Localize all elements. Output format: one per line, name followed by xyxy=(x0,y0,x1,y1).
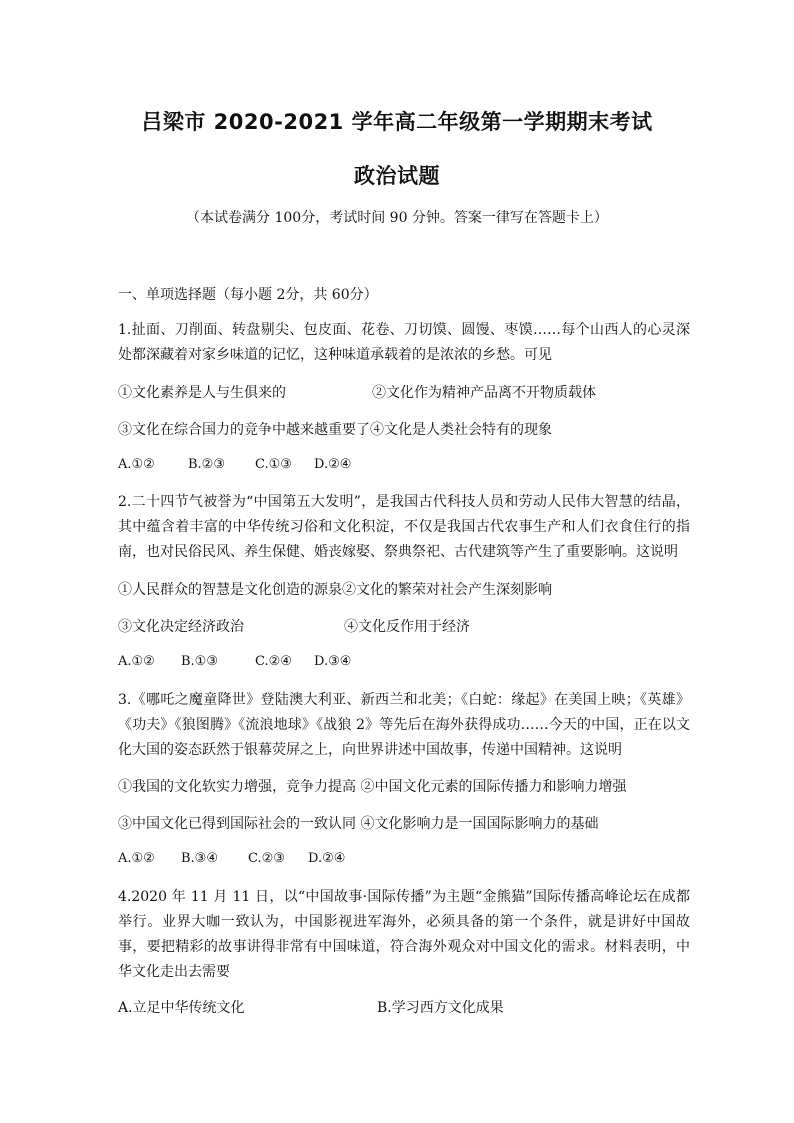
question-3-statement-1: ①我国的文化软实力增强，竞争力提高 ②中国文化元素的国际传播力和影响力增强 xyxy=(118,779,627,795)
exam-subtitle: 政治试题 xyxy=(354,164,440,188)
question-3-option-c: C.②③ xyxy=(248,851,285,866)
question-2-option-a: A.①② xyxy=(118,654,155,669)
question-2-statement-2: ③文化决定经济政治 xyxy=(118,619,244,635)
question-4-option-a: A.立足中华传统文化 xyxy=(118,1000,245,1016)
question-2-option-c: C.②④ xyxy=(255,654,292,669)
question-1-stem: 1.扯面、刀削面、转盘剔尖、包皮面、花卷、刀切馍、圆馒、枣馍……每个山西人的心灵深处都深藏着对家乡味道的记忆，这种味道承载着的是浓浓的乡愁。可见 xyxy=(118,322,690,363)
question-1-statement-1: ①文化素养是人与生俱来的 xyxy=(118,385,286,401)
question-2-statement-3: ④文化反作用于经济 xyxy=(344,619,470,635)
question-4-stem: 4.2020 年 11 月 11 日，以“中国故事·国际传播”为主题“金熊猫”国际传播高峰论坛在成都举行。业界大咖一致认为，中国影视进军海外，必须具备的第一个条件，就是讲好中国故事，要把精彩的故事讲得非常有中国味道，符合海外观众对中国文化的需求。材料表明，中华文化走出去需要 xyxy=(118,889,690,980)
question-2-option-b: B.①③ xyxy=(181,654,218,669)
question-1-statement-3: ③文化在综合国力的竞争中越来越重要了④文化是人类社会特有的现象 xyxy=(118,422,552,438)
question-1-option-c: C.①③ xyxy=(255,457,292,472)
question-3-statement-2: ③中国文化已得到国际社会的一致认同 ④文化影响力是一国国际影响力的基础 xyxy=(118,816,599,832)
question-3-option-a: A.①② xyxy=(118,851,155,866)
question-3-option-b: B.③④ xyxy=(181,851,218,866)
question-1-option-a: A.①② xyxy=(118,457,155,472)
question-2-stem: 2.二十四节气被誉为“中国第五大发明”，是我国古代科技人员和劳动人民伟大智慧的结晶，其中蕴含着丰富的中华传统习俗和文化积淀，不仅是我国古代农事生产和人们衣食住行的指南，也对民俗民风、养生保健、婚丧嫁娶、祭典祭祀、古代建筑等产生了重要影响。这说明 xyxy=(118,494,690,560)
question-3-stem: 3.《哪吒之魔童降世》登陆澳大利亚、新西兰和北美；《白蛇：缘起》在美国上映；《英雄》《功夫》《狼图腾》《流浪地球》《战狼 2》等先后在海外获得成功……今天的中国，正在以文化大国的姿态跃然于银幕荧屏之上，向世界讲述中国故事，传递中国精神。这说明 xyxy=(118,692,690,758)
question-1-option-d: D.②④ xyxy=(314,457,352,472)
question-2-statement-1: ①人民群众的智慧是文化创造的源泉②文化的繁荣对社会产生深刻影响 xyxy=(118,582,552,598)
question-2-option-d: D.③④ xyxy=(314,654,352,669)
section-heading: 一、单项选择题（每小题 2分，共 60分） xyxy=(118,287,378,303)
exam-note: （本试卷满分 100分，考试时间 90 分钟。答案一律写在答题卡上） xyxy=(186,210,608,226)
exam-title: 吕梁市 2020-2021 学年高二年级第一学期期末考试 xyxy=(141,110,653,134)
question-4-option-b: B.学习西方文化成果 xyxy=(377,1000,504,1016)
question-1-option-b: B.②③ xyxy=(188,457,225,472)
question-1-statement-2: ②文化作为精神产品离不开物质载体 xyxy=(372,385,596,401)
question-3-option-d: D.②④ xyxy=(308,851,346,866)
